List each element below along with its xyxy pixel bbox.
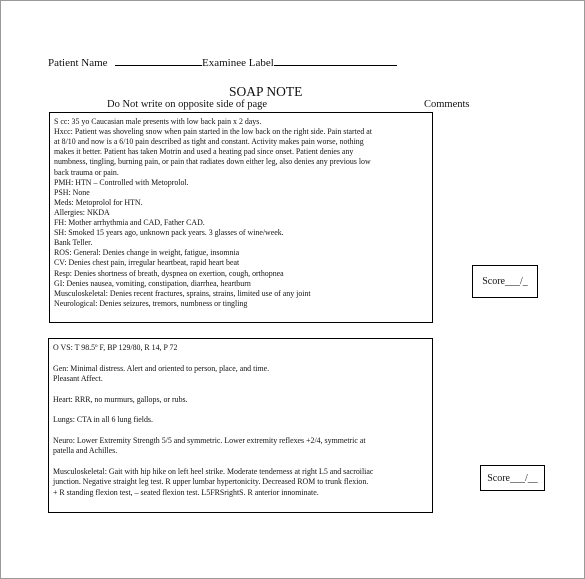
subjective-line: numbness, tingling, burning pain, or pain that radiates down either leg, also denies any previous low	[54, 157, 371, 167]
subjective-line: Meds: Metoprolol for HTN.	[54, 197, 143, 207]
objective-box	[48, 338, 433, 513]
subjective-line: FH: Mother arrhythmia and CAD, Father CAD.	[54, 218, 205, 227]
subjective-line: CV: Denies chest pain, irregular heartbeat, rapid heart beat	[54, 258, 240, 268]
patient-name-field	[48, 55, 202, 69]
subjective-score-box[interactable]	[472, 265, 538, 298]
subjective-line: PMH: HTN – Controlled with Metoprolol.	[54, 177, 189, 187]
subjective-line: GI: Denies nausea, vomiting, constipation, diarrhea, heartburn	[54, 278, 251, 288]
score-label: Score___/_	[482, 276, 528, 287]
patient-name-label: Patient Name	[48, 57, 108, 69]
subjective-line: makes it better. Patient has taken Motrin and used a heating pad since onset. Patient denies any	[54, 147, 354, 157]
objective-line: O VS: T 98.5º F, BP 129/80, R 14, P 72	[53, 343, 178, 352]
subjective-line: Allergies: NKDA	[54, 207, 110, 217]
objective-line: patella and Achilles.	[53, 446, 118, 455]
subjective-line: back trauma or pain.	[54, 167, 119, 177]
objective-score-box[interactable]	[480, 465, 545, 491]
objective-line: junction. Negative straight leg test. R upper lumbar hypertonicity. Decreased ROM to trunk flexion.	[53, 477, 369, 486]
subjective-line: Musculoskeletal: Denies recent fractures, sprains, strains, limited use of any joint	[54, 288, 311, 298]
score-label: Score___/__	[487, 472, 538, 484]
subjective-box	[49, 112, 433, 323]
examinee-label-text: Examinee Label	[202, 57, 274, 69]
subjective-line: at 8/10 and now is a 6/10 pain described as tight and constant. Activity makes pain worse, nothing	[54, 137, 364, 147]
examinee-label-line[interactable]	[274, 55, 397, 66]
comments-label: Comments	[424, 99, 470, 110]
subjective-line: Neurological: Denies seizures, tremors, numbness or tingling	[54, 298, 248, 308]
subjective-line: PSH: None	[54, 187, 90, 197]
objective-line: Musculoskeletal: Gait with hip hike on left heel strike. Moderate tenderness at right L5 and sacroiliac	[53, 466, 374, 476]
subjective-line: Resp: Denies shortness of breath, dyspnea on exertion, cough, orthopnea	[54, 268, 284, 278]
subjective-line: ROS: General: Denies change in weight, fatigue, insomnia	[54, 248, 240, 258]
objective-line: Heart: RRR, no murmurs, gallops, or rubs.	[53, 394, 188, 404]
subjective-line: Hxcc: Patient was shoveling snow when pain started in the low back on the right side. Pain started at	[54, 127, 372, 137]
subjective-line: Bank Teller.	[54, 238, 93, 248]
examinee-label-field	[202, 55, 397, 69]
subjective-line: S cc: 35 yo Caucasian male presents with low back pain x 2 days.	[54, 117, 262, 126]
objective-line: Neuro: Lower Extremity Strength 5/5 and symmetric. Lower extremity reflexes +2/4, symmetric at	[53, 435, 366, 445]
objective-line: Gen: Minimal distress. Alert and oriented to person, place, and time.	[53, 363, 270, 373]
page-title: SOAP NOTE	[229, 84, 303, 99]
subjective-line: SH: Smoked 15 years ago, unknown pack years. 3 glasses of wine/week.	[54, 228, 284, 238]
objective-line: Lungs: CTA in all 6 lung fields.	[53, 415, 153, 424]
instruction-text: Do Not write on opposite side of page	[107, 99, 268, 110]
objective-line: + R standing flexion test, – seated flexion test. L5FRSrightS. R anterior innominate.	[53, 487, 319, 497]
patient-name-line[interactable]	[115, 55, 202, 66]
objective-line: Pleasant Affect.	[53, 374, 103, 383]
